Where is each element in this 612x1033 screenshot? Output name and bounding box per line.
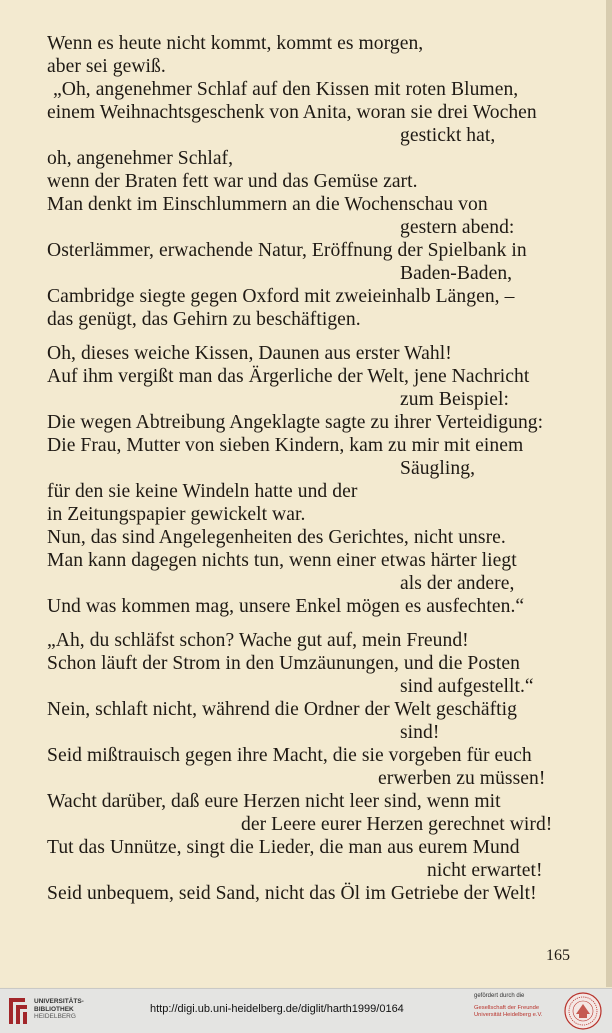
poem-line: erwerben zu müssen!	[378, 768, 546, 789]
poem-line: in Zeitungspapier gewickelt war.	[47, 504, 306, 525]
permalink-url[interactable]: http://digi.ub.uni-heidelberg.de/diglit/harth1999/0164	[150, 1003, 404, 1015]
page-edge	[606, 0, 612, 987]
poem-line: zum Beispiel:	[400, 389, 509, 410]
library-logo-icon	[7, 996, 29, 1026]
poem-line: Oh, dieses weiche Kissen, Daunen aus erster Wahl!	[47, 343, 452, 364]
poem-line: als der andere,	[400, 573, 515, 594]
page-number: 165	[546, 947, 570, 964]
poem-line: „Ah, du schläfst schon? Wache gut auf, mein Freund!	[47, 630, 469, 651]
poem-line: „Oh, angenehmer Schlaf auf den Kissen mit roten Blumen,	[53, 79, 519, 100]
poem-line: gestern abend:	[400, 217, 515, 238]
society-name-line: Universität Heidelberg e.V.	[474, 1012, 543, 1018]
society-name-line: Gesellschaft der Freunde	[474, 1005, 540, 1011]
poem-line: Seid unbequem, seid Sand, nicht das Öl im Getriebe der Welt!	[47, 883, 537, 904]
poem-line: Die Frau, Mutter von sieben Kindern, kam zu mir mit einem	[47, 435, 524, 456]
poem-line: sind!	[400, 722, 440, 743]
society-seal-icon	[564, 992, 602, 1030]
poem-line: gestickt hat,	[400, 125, 496, 146]
library-name-line: BIBLIOTHEK	[34, 1005, 74, 1013]
poem-line: Säugling,	[400, 458, 476, 479]
poem-line: Wenn es heute nicht kommt, kommt es morgen,	[47, 33, 424, 54]
library-name	[34, 998, 84, 1021]
funded-by-label: gefördert durch die	[474, 993, 525, 999]
poem-line: oh, angenehmer Schlaf,	[47, 148, 234, 169]
poem-line: aber sei gewiß.	[47, 56, 166, 77]
poem-line: Nun, das sind Angelegenheiten des Gerichtes, nicht unsre.	[47, 527, 506, 548]
library-name-line: UNIVERSITÄTS-	[34, 998, 84, 1005]
poem-line: sind aufgestellt.“	[400, 676, 534, 697]
poem-line: Auf ihm vergißt man das Ärgerliche der Welt, jene Nachricht	[47, 366, 530, 387]
poem-line: Man kann dagegen nichts tun, wenn einer etwas härter liegt	[47, 550, 517, 571]
poem-line: Und was kommen mag, unsere Enkel mögen es ausfechten.“	[47, 596, 525, 617]
poem-line: Nein, schlaft nicht, während die Ordner der Welt geschäftig	[47, 699, 518, 720]
poem-line: Cambridge siegte gegen Oxford mit zweieinhalb Längen, –	[47, 286, 515, 307]
poem-line: Die wegen Abtreibung Angeklagte sagte zu ihrer Verteidigung:	[47, 412, 544, 433]
poem-line: Osterlämmer, erwachende Natur, Eröffnung der Spielbank in	[47, 240, 527, 261]
poem-line: der Leere eurer Herzen gerechnet wird!	[241, 814, 553, 835]
poem-line: für den sie keine Windeln hatte und der	[47, 481, 358, 502]
society-name	[474, 1005, 542, 1019]
poem-line: Wacht darüber, daß eure Herzen nicht leer sind, wenn mit	[47, 791, 501, 812]
poem-line: Tut das Unnütze, singt die Lieder, die man aus eurem Mund	[47, 837, 520, 858]
poem-line: wenn der Braten fett war und das Gemüse zart.	[47, 171, 418, 192]
poem-line: einem Weihnachtsgeschenk von Anita, woran sie drei Wochen	[47, 102, 537, 123]
poem-line: Seid mißtrauisch gegen ihre Macht, die sie vorgeben für euch	[47, 745, 532, 766]
library-name-line: HEIDELBERG	[34, 1013, 76, 1020]
poem-line: Baden-Baden,	[400, 263, 513, 284]
poem-line: Schon läuft der Strom in den Umzäunungen, und die Posten	[47, 653, 520, 674]
digitization-footer	[0, 988, 612, 1033]
poem-line: Man denkt im Einschlummern an die Wochenschau von	[47, 194, 488, 215]
poem-line: nicht erwartet!	[427, 860, 543, 881]
poem-line: das genügt, das Gehirn zu beschäftigen.	[47, 309, 361, 330]
